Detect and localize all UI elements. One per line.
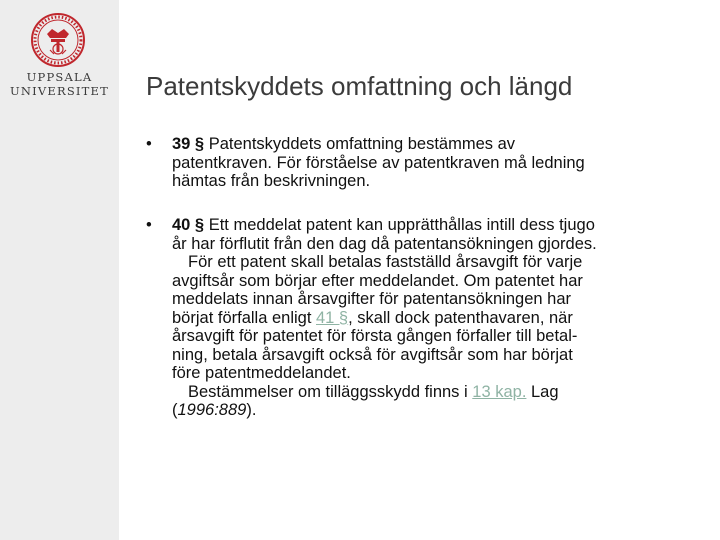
sidebar: [0, 0, 119, 540]
page-title: Patentskyddets omfattning och längd: [146, 71, 573, 101]
text-span: börjat förfalla enligt: [172, 308, 316, 327]
text-span: Bestämmelser om tilläggsskydd finns i: [188, 382, 473, 401]
text-line: meddelats innan årsavgifter för patentansökningen har: [172, 290, 572, 308]
text-line: För ett patent skall betalas fastställd årsavgift för varje: [188, 253, 583, 271]
section-number: 40 §: [172, 216, 205, 234]
university-seal-icon: [30, 12, 86, 68]
text-span: ).: [246, 401, 257, 419]
text-line: hämtas från beskrivningen.: [172, 172, 371, 190]
text-span: Lag: [526, 382, 559, 401]
text-line: [172, 135, 702, 154]
text-span: Patentskyddets omfattning bestämmes av: [204, 135, 516, 153]
text-span: (: [172, 401, 178, 419]
text-line: år har förflutit från den dag då patentansökningen gjordes.: [172, 234, 597, 253]
bullet-text: [172, 135, 702, 191]
section-number: 39 §: [172, 135, 205, 153]
text-span: Ett meddelat patent kan upprätthållas intill dess tjugo: [204, 216, 595, 234]
logo-text-line2: UNIVERSITET: [9, 84, 109, 98]
bullet-marker: •: [146, 135, 152, 153]
text-line: patentkraven. För förståelse av patentkraven må ledning: [172, 153, 585, 172]
text-span: , skall dock patenthavaren, när: [348, 308, 573, 327]
text-line: före patentmeddelandet.: [172, 364, 351, 382]
law-reference: 1996:889: [177, 401, 247, 419]
bullet-marker: •: [146, 216, 152, 234]
link-41-paragraph[interactable]: 41 §: [316, 308, 349, 327]
text-line: ning, betala årsavgift också för avgiftsår som har börjat: [172, 345, 573, 364]
text-line: [172, 401, 702, 420]
link-13-chapter[interactable]: 13 kap.: [472, 382, 527, 401]
text-line: [172, 309, 702, 328]
text-line: [172, 216, 702, 235]
bullet-text: [172, 216, 702, 420]
text-line: avgiftsår som börjar efter meddelandet. Om patentet har: [172, 271, 583, 290]
logo-text-line1: UPPSALA: [26, 70, 93, 84]
text-line: årsavgift för patentet för första gången förfaller till betal-: [172, 327, 578, 345]
text-line: [172, 383, 702, 402]
